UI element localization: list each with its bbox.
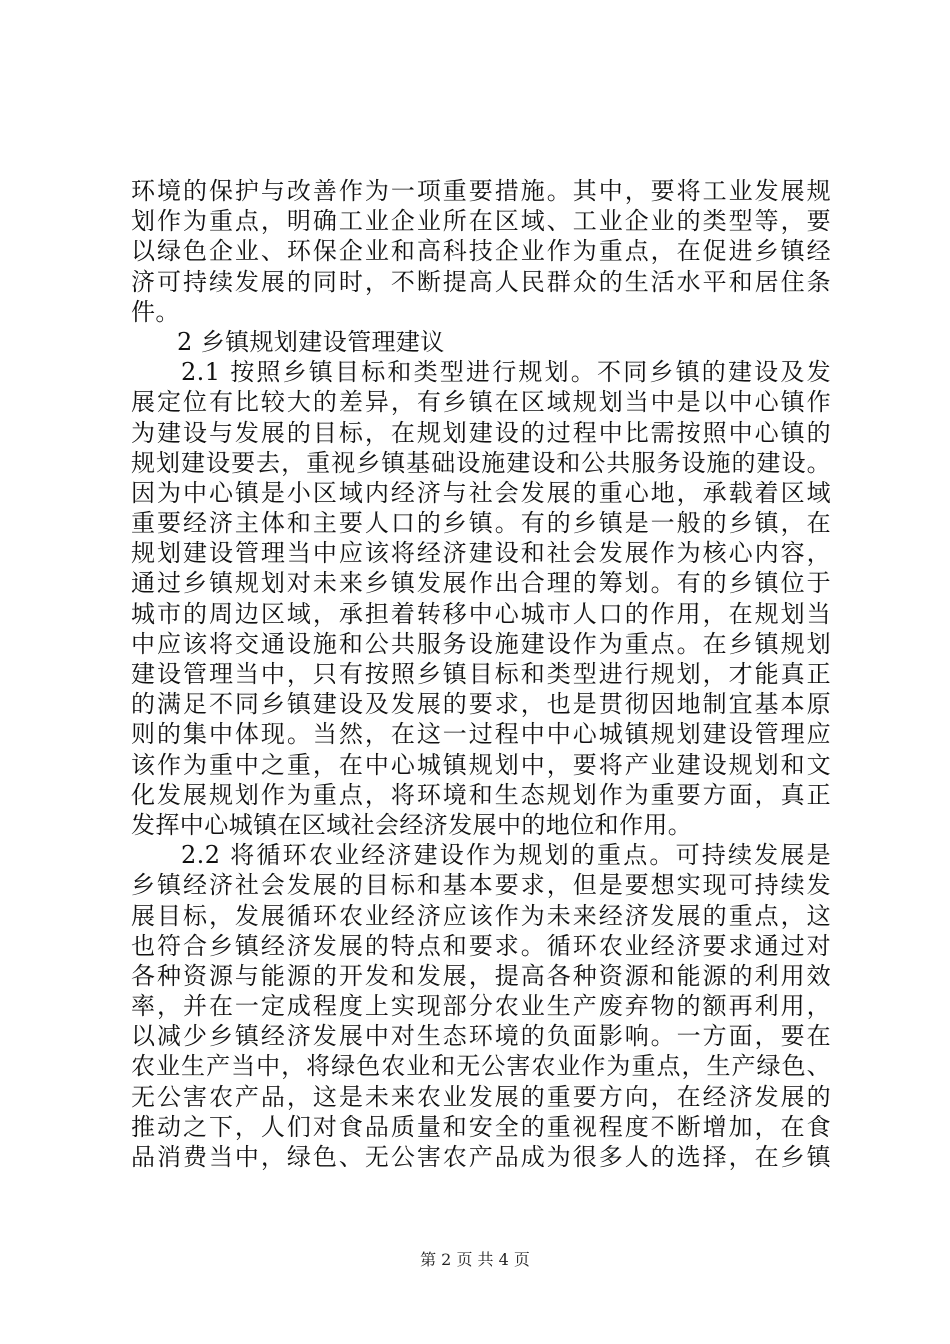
text-line: 各种资源与能源的开发和发展，提高各种资源和能源的利用效 [131, 961, 831, 990]
text-line: 发挥中心城镇在区域社会经济发展中的地位和作用。 [131, 810, 693, 839]
text-line: 展目标，发展循环农业经济应该作为未来经济发展的重点，这 [131, 901, 831, 930]
text-line: 规划建设要去，重视乡镇基础设施建设和公共服务设施的建设。 [131, 448, 831, 477]
text-line: 以绿色企业、环保企业和高科技企业作为重点，在促进乡镇经 [131, 237, 831, 266]
text-line: 推动之下，人们对食品质量和安全的重视程度不断增加，在食 [131, 1112, 831, 1141]
text-line: 为建设与发展的目标，在规划建设的过程中比需按照中心镇的 [131, 418, 831, 447]
text-line: 农业生产当中，将绿色农业和无公害农业作为重点，生产绿色、 [131, 1052, 831, 1081]
text-line: 无公害农产品，这是未来农业发展的重要方向，在经济发展的 [131, 1082, 831, 1111]
section-heading: 2 乡镇规划建设管理建议 [177, 327, 445, 356]
text-line: 因为中心镇是小区域内经济与社会发展的重心地，承载着区域 [131, 478, 831, 507]
text-line: 化发展规划作为重点，将环境和生态规划作为重要方面，真正 [131, 780, 831, 809]
text-line: 的满足不同乡镇建设及发展的要求，也是贯彻因地制宜基本原 [131, 690, 831, 719]
text-line: 中应该将交通设施和公共服务设施建设作为重点。在乡镇规划 [131, 629, 831, 658]
text-line: 展定位有比较大的差异，有乡镇在区域规划当中是以中心镇作 [131, 388, 831, 417]
text-line: 环境的保护与改善作为一项重要措施。其中，要将工业发展规 [131, 177, 831, 205]
body-text [131, 176, 831, 1172]
text-line: 也符合乡镇经济发展的特点和要求。循环农业经济要求通过对 [131, 931, 831, 960]
text-line: 济可持续发展的同时，不断提高人民群众的生活水平和居住条 [131, 267, 831, 296]
text-line: 划作为重点，明确工业企业所在区域、工业企业的类型等，要 [131, 207, 831, 236]
text-line: 建设管理当中，只有按照乡镇目标和类型进行规划，才能真正 [131, 660, 831, 688]
text-line: 则的集中体现。当然，在这一过程中中心城镇规划建设管理应 [131, 720, 831, 749]
text-line: 以减少乡镇经济发展中对生态环境的负面影响。一方面，要在 [131, 1022, 831, 1051]
text-line: 重要经济主体和主要人口的乡镇。有的乡镇是一般的乡镇，在 [131, 509, 831, 538]
text-line: 乡镇经济社会发展的目标和基本要求，但是要想实现可持续发 [131, 871, 831, 900]
text-line: 件。 [131, 297, 180, 326]
text-line: 率，并在一定成程度上实现部分农业生产废弃物的额再利用， [131, 992, 831, 1021]
text-line: 规划建设管理当中应该将经济建设和社会发展作为核心内容， [131, 539, 831, 568]
text-line: 2.2 将循环农业经济建设作为规划的重点。可持续发展是 [181, 841, 831, 870]
text-line: 2.1 按照乡镇目标和类型进行规划。不同乡镇的建设及发 [181, 358, 831, 387]
text-line: 通过乡镇规划对未来乡镇发展作出合理的筹划。有的乡镇位于 [131, 569, 831, 598]
text-line: 城市的周边区域，承担着转移中心城市人口的作用，在规划当 [131, 599, 831, 628]
page-footer: 第 2 页 共 4 页 [420, 1250, 530, 1269]
text-line: 品消费当中，绿色、无公害农产品成为很多人的选择，在乡镇 [131, 1143, 831, 1171]
text-line: 该作为重中之重，在中心城镇规划中，要将产业建设规划和文 [131, 750, 831, 779]
